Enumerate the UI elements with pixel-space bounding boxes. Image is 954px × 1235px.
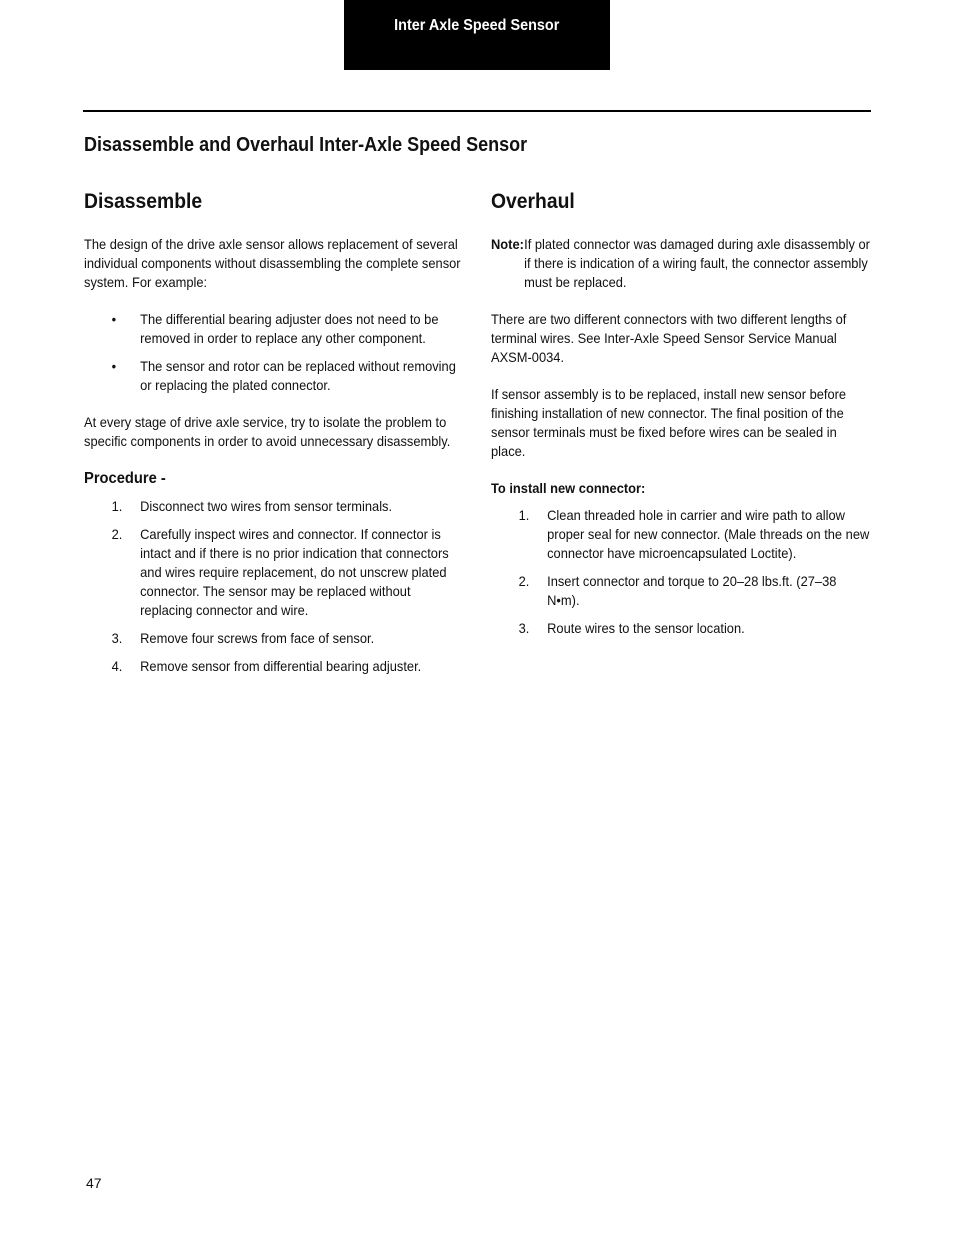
procedure-heading: Procedure -	[84, 470, 166, 487]
note-block	[491, 235, 872, 292]
list-item: 4. Remove sensor from differential bearing adjuster.	[111, 658, 422, 674]
step-number: 4.	[111, 658, 123, 674]
list-item: 3. Route wires to the sensor location.	[518, 620, 745, 636]
section-tab-label: Inter Axle Speed Sensor	[394, 17, 560, 34]
list-item: 2. Insert connector and torque to 20–28 lbs.ft. (27–38 N•m).	[518, 573, 837, 608]
step-number: 1.	[111, 498, 123, 514]
install-steps-list	[491, 506, 872, 638]
disassemble-heading: Disassemble	[84, 190, 203, 213]
isolate-paragraph: At every stage of drive axle service, try to isolate the problem to specific components in order to avoid unnecessary disassembly.	[84, 414, 451, 449]
list-item: 1. Clean threaded hole in carrier and wire path to allow proper seal for new connector. (Male threads on the new connector have microencapsulated Loctite).	[518, 507, 870, 561]
list-item: 1. Disconnect two wires from sensor terminals.	[111, 498, 393, 514]
step-number: 2.	[111, 526, 123, 542]
install-connector-heading: To install new connector:	[491, 480, 646, 496]
bullet-icon: •	[111, 358, 117, 374]
list-item: 2. Carefully inspect wires and connector. If connector is intact and if there is no prior indication that connectors and wires require replacement, do not unscrew plated connector. The sensor may be replaced without replacing connector and wire.	[111, 526, 449, 618]
note-text: If plated connector was damaged during axle disassembly or if there is indication of a wiring fault, the connector assembly must be replaced.	[524, 236, 870, 290]
page-title: Disassemble and Overhaul Inter-Axle Speed Sensor	[84, 134, 528, 156]
section-tab	[344, 0, 610, 70]
step-number: 3.	[111, 630, 123, 646]
left-column	[84, 189, 464, 694]
overhaul-heading: Overhaul	[491, 190, 575, 213]
connectors-paragraph: There are two different connectors with two different lengths of terminal wires. See Inter-Axle Speed Sensor Service Manual AXSM-0034.	[491, 311, 847, 365]
note-label: Note:	[491, 236, 524, 252]
bullet-icon: •	[111, 311, 117, 327]
procedure-list	[84, 497, 465, 676]
list-item: • The differential bearing adjuster does not need to be removed in order to replace any other component.	[111, 311, 439, 346]
intro-paragraph: The design of the drive axle sensor allows replacement of several individual components without disassembling the complete sensor system. For example:	[84, 236, 461, 290]
bullet-list	[84, 310, 465, 395]
right-column	[491, 189, 871, 656]
step-number: 1.	[518, 507, 530, 523]
sensor-assembly-paragraph: If sensor assembly is to be replaced, install new sensor before finishing installation of new connector. The final position of the sensor terminals must be fixed before wires can be sealed in place.	[491, 386, 847, 459]
list-item: • The sensor and rotor can be replaced without removing or replacing the plated connector.	[111, 358, 456, 393]
step-number: 2.	[518, 573, 530, 589]
list-item: 3. Remove four screws from face of sensor.	[111, 630, 375, 646]
header-rule	[83, 110, 871, 112]
page-number: 47	[86, 1175, 102, 1191]
step-number: 3.	[518, 620, 530, 636]
